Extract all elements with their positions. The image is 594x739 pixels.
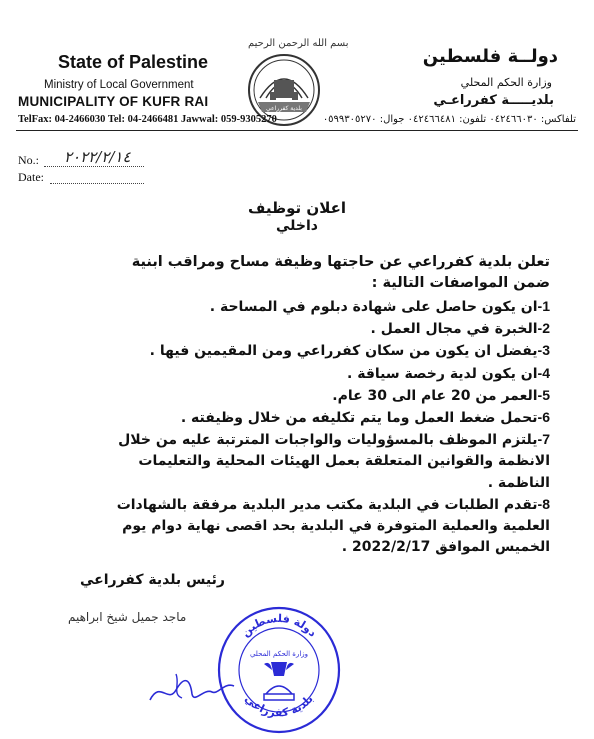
list-item: 6-تحمل ضغط العمل وما يتم تكليفه من خلال وظيفته .	[180, 409, 550, 427]
list-item: 3-يفضل ان يكون من سكان كفرراعي ومن المقيمين فيها .	[149, 342, 550, 360]
arabic-contact-line: تلفاكس: ٠٤٢٤٦٦٠٣٠ تلفون: ٠٤٢٤٦٦٤٨١ جوال: ٠٥٩٩٣٠٥٢٧٠	[322, 114, 576, 125]
english-state-name: State of Palestine	[58, 52, 209, 72]
stamp-bottom-text: بلدية كفرراعي	[242, 692, 316, 720]
announcement-title: اعلان توظيف	[248, 199, 346, 217]
list-item: 8-تقدم الطلبات في البلدية مكتب مدير البلدية مرفقة بالشهادات العلمية والعملية المتوفرة في البلدية بحد اقصى نهاية دوام يوم الخميس الموافق 2022/2/17 .	[116, 495, 550, 556]
eagle-icon	[264, 662, 294, 676]
dome-icon	[264, 686, 294, 700]
announcement-intro: تعلن بلدية كفرراعي عن حاجتها وظيفة مساح ومراقب ابنية ضمن المواصفات التالية :	[131, 254, 550, 291]
list-item: 4-ان يكون لدية رخصة سياقة .	[347, 364, 550, 382]
signatory-title: رئيس بلدية كفرراعي	[80, 572, 225, 588]
signatory-name: ماجد جميل شيخ ابراهيم	[68, 610, 187, 624]
arabic-ministry-name: وزارة الحكم المحلي	[460, 76, 552, 89]
stamp-top-text: دولة فلسطين	[238, 611, 320, 640]
list-item: 7-يلتزم الموظف بالمسؤوليات والواجبات المترتبة عليه من خلال الانظمة والقوانين المتعلقة بعمل الهيئات المحلية والتعليمات الناظمة .	[118, 431, 550, 491]
logo-text: بلدية كفرراعي	[266, 105, 302, 112]
basmala: بسم الله الرحمن الرحيم	[248, 38, 349, 49]
list-item: 2-الخبرة في مجال العمل .	[370, 320, 550, 338]
requirements-list	[90, 296, 550, 558]
english-contact-line: TelFax: 04-2466030 Tel: 04-2466481 Jawwal: 059-9305270	[18, 114, 277, 125]
official-stamp	[214, 600, 344, 735]
arabic-municipality-name: بلديـــــة كفرراعـي	[433, 93, 554, 108]
date-label: Date:	[18, 170, 44, 184]
date-line	[50, 183, 144, 184]
list-item: 1-ان يكون حاصل على شهادة دبلوم في المساحة .	[209, 298, 550, 315]
stamp-middle-text: وزارة الحكم المحلي	[249, 650, 309, 658]
reference-number-line	[44, 166, 144, 167]
list-item: 5-العمر من 20 عام الى 30 عام.	[332, 386, 550, 404]
reference-number-value: ٢٠٢٢/٢/١٤	[64, 148, 131, 166]
english-ministry-name: Ministry of Local Government	[44, 79, 194, 91]
svg-text:بلدية كفرراعي	[242, 692, 315, 719]
reference-number-label: No.:	[18, 153, 39, 167]
arabic-state-name: دولــة فلسطين	[422, 46, 558, 67]
english-municipality-name: MUNICIPALITY OF KUFR RAI	[18, 94, 209, 109]
announcement-subtitle: داخلي	[276, 218, 318, 234]
header-divider	[16, 130, 578, 131]
